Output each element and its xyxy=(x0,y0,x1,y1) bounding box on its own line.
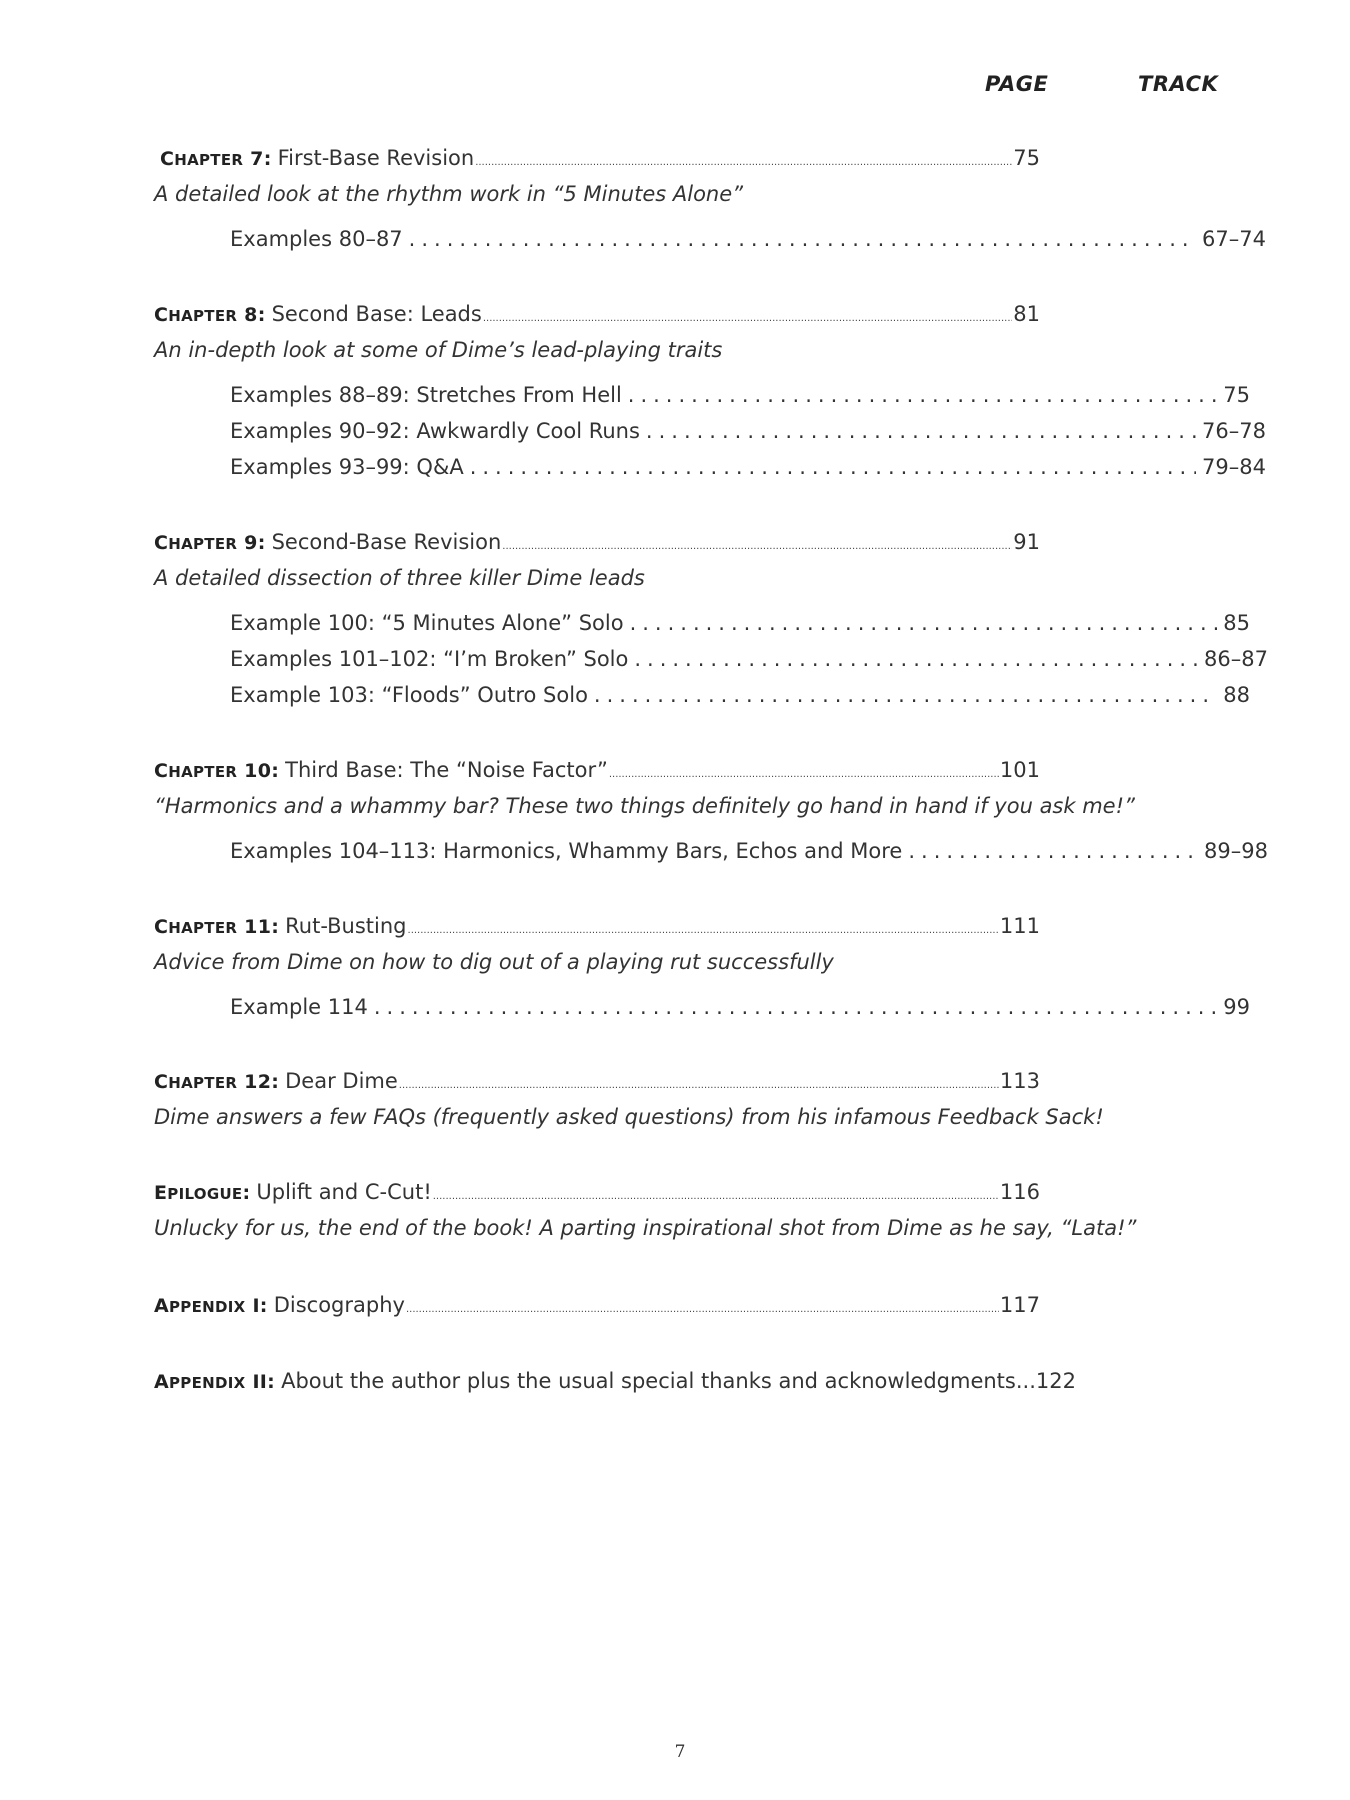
chapter-page: 91 xyxy=(1013,530,1040,554)
toc-epilogue xyxy=(154,1177,1040,1212)
dot-leader xyxy=(908,836,1198,866)
dot-leader xyxy=(409,224,1196,254)
example-title: Example 103: “Floods” Outro Solo xyxy=(230,683,588,707)
page-column-header: PAGE xyxy=(985,72,1049,96)
example-line xyxy=(230,608,1250,638)
chapter-page: 122 xyxy=(1035,1369,1076,1393)
dot-leader xyxy=(634,644,1198,674)
track-column-header: TRACK xyxy=(1138,72,1219,96)
dot-leader xyxy=(433,1182,999,1212)
toc-chapter-7 xyxy=(160,143,1040,178)
example-track: 76–78 xyxy=(1202,419,1266,443)
chapter-title: Second Base: Leads xyxy=(271,302,482,326)
example-track: 75 xyxy=(1223,383,1250,407)
dot-leader xyxy=(408,916,999,946)
chapter-title: Uplift and C-Cut! xyxy=(256,1180,432,1204)
dot-leader xyxy=(502,532,1012,562)
example-track: 86–87 xyxy=(1204,647,1268,671)
example-line xyxy=(230,680,1250,710)
example-track: 99 xyxy=(1223,995,1250,1019)
example-title: Examples 101–102: “I’m Broken” Solo xyxy=(230,647,629,671)
example-line xyxy=(230,224,1266,254)
chapter-label: EPILOGUE: xyxy=(154,1182,251,1204)
example-title: Examples 88–89: Stretches From Hell xyxy=(230,383,622,407)
chapter-title: About the author plus the usual special thanks and acknowledgments... xyxy=(281,1369,1036,1393)
dot-leader xyxy=(399,1071,999,1101)
chapter-description: “Harmonics and a whammy bar? These two things definitely go hand in hand if you ask me!” xyxy=(154,794,1135,818)
dot-leader xyxy=(475,148,1012,178)
dot-leader xyxy=(609,760,999,790)
chapter-title: Rut-Busting xyxy=(285,914,407,938)
chapter-page: 116 xyxy=(999,1180,1040,1204)
dot-leader xyxy=(628,380,1217,410)
chapter-page: 81 xyxy=(1013,302,1040,326)
example-line xyxy=(230,644,1268,674)
dot-leader xyxy=(646,416,1196,446)
chapter-label: CHAPTER 9: xyxy=(154,532,266,554)
chapter-page: 111 xyxy=(999,914,1040,938)
example-track: 79–84 xyxy=(1202,455,1266,479)
example-title: Examples 80–87 xyxy=(230,227,403,251)
chapter-title: Second-Base Revision xyxy=(271,530,502,554)
toc-chapter-11 xyxy=(154,911,1040,946)
chapter-page: 117 xyxy=(999,1293,1040,1317)
example-track: 85 xyxy=(1223,611,1250,635)
chapter-title: Third Base: The “Noise Factor” xyxy=(285,758,608,782)
toc-appendix-2 xyxy=(154,1366,1076,1398)
example-line xyxy=(230,992,1250,1022)
chapter-title: First-Base Revision xyxy=(277,146,475,170)
example-line xyxy=(230,380,1250,410)
chapter-title: Dear Dime xyxy=(285,1069,398,1093)
example-title: Examples 90–92: Awkwardly Cool Runs xyxy=(230,419,640,443)
chapter-description: An in-depth look at some of Dime’s lead-playing traits xyxy=(154,338,723,362)
chapter-page: 113 xyxy=(999,1069,1040,1093)
dot-leader xyxy=(374,992,1217,1022)
example-track: 67–74 xyxy=(1202,227,1266,251)
toc-chapter-9 xyxy=(154,527,1040,562)
example-track: 88 xyxy=(1223,683,1250,707)
dot-leader xyxy=(483,304,1012,334)
chapter-label: APPENDIX II: xyxy=(154,1371,276,1393)
chapter-label: CHAPTER 12: xyxy=(154,1071,280,1093)
dot-leader xyxy=(594,680,1217,710)
dot-leader xyxy=(406,1295,999,1325)
example-title: Examples 93–99: Q&A xyxy=(230,455,464,479)
dot-leader xyxy=(470,452,1196,482)
chapter-page: 101 xyxy=(999,758,1040,782)
chapter-title: Discography xyxy=(273,1293,405,1317)
toc-chapter-12 xyxy=(154,1066,1040,1101)
example-title: Examples 104–113: Harmonics, Whammy Bars, Echos and More xyxy=(230,839,903,863)
chapter-description: Unlucky for us, the end of the book! A parting inspirational shot from Dime as he say, “Lata!” xyxy=(154,1216,1137,1240)
chapter-label: CHAPTER 7: xyxy=(160,148,272,170)
chapter-label: CHAPTER 11: xyxy=(154,916,280,938)
toc-chapter-8 xyxy=(154,299,1040,334)
chapter-description: Advice from Dime on how to dig out of a playing rut successfully xyxy=(154,950,834,974)
chapter-description: Dime answers a few FAQs (frequently asked questions) from his infamous Feedback Sack! xyxy=(154,1105,1104,1129)
page-number: 7 xyxy=(674,1742,686,1762)
dot-leader xyxy=(630,608,1218,638)
toc-appendix-1 xyxy=(154,1290,1040,1325)
example-line xyxy=(230,452,1266,482)
chapter-description: A detailed dissection of three killer Dime leads xyxy=(154,566,645,590)
toc-chapter-10 xyxy=(154,755,1040,790)
chapter-page: 75 xyxy=(1013,146,1040,170)
example-title: Example 100: “5 Minutes Alone” Solo xyxy=(230,611,624,635)
example-track: 89–98 xyxy=(1204,839,1268,863)
example-line xyxy=(230,836,1268,866)
chapter-description: A detailed look at the rhythm work in “5 Minutes Alone” xyxy=(154,182,744,206)
example-title: Example 114 xyxy=(230,995,368,1019)
chapter-label: CHAPTER 10: xyxy=(154,760,280,782)
example-line xyxy=(230,416,1266,446)
chapter-label: APPENDIX I: xyxy=(154,1295,268,1317)
chapter-label: CHAPTER 8: xyxy=(154,304,266,326)
